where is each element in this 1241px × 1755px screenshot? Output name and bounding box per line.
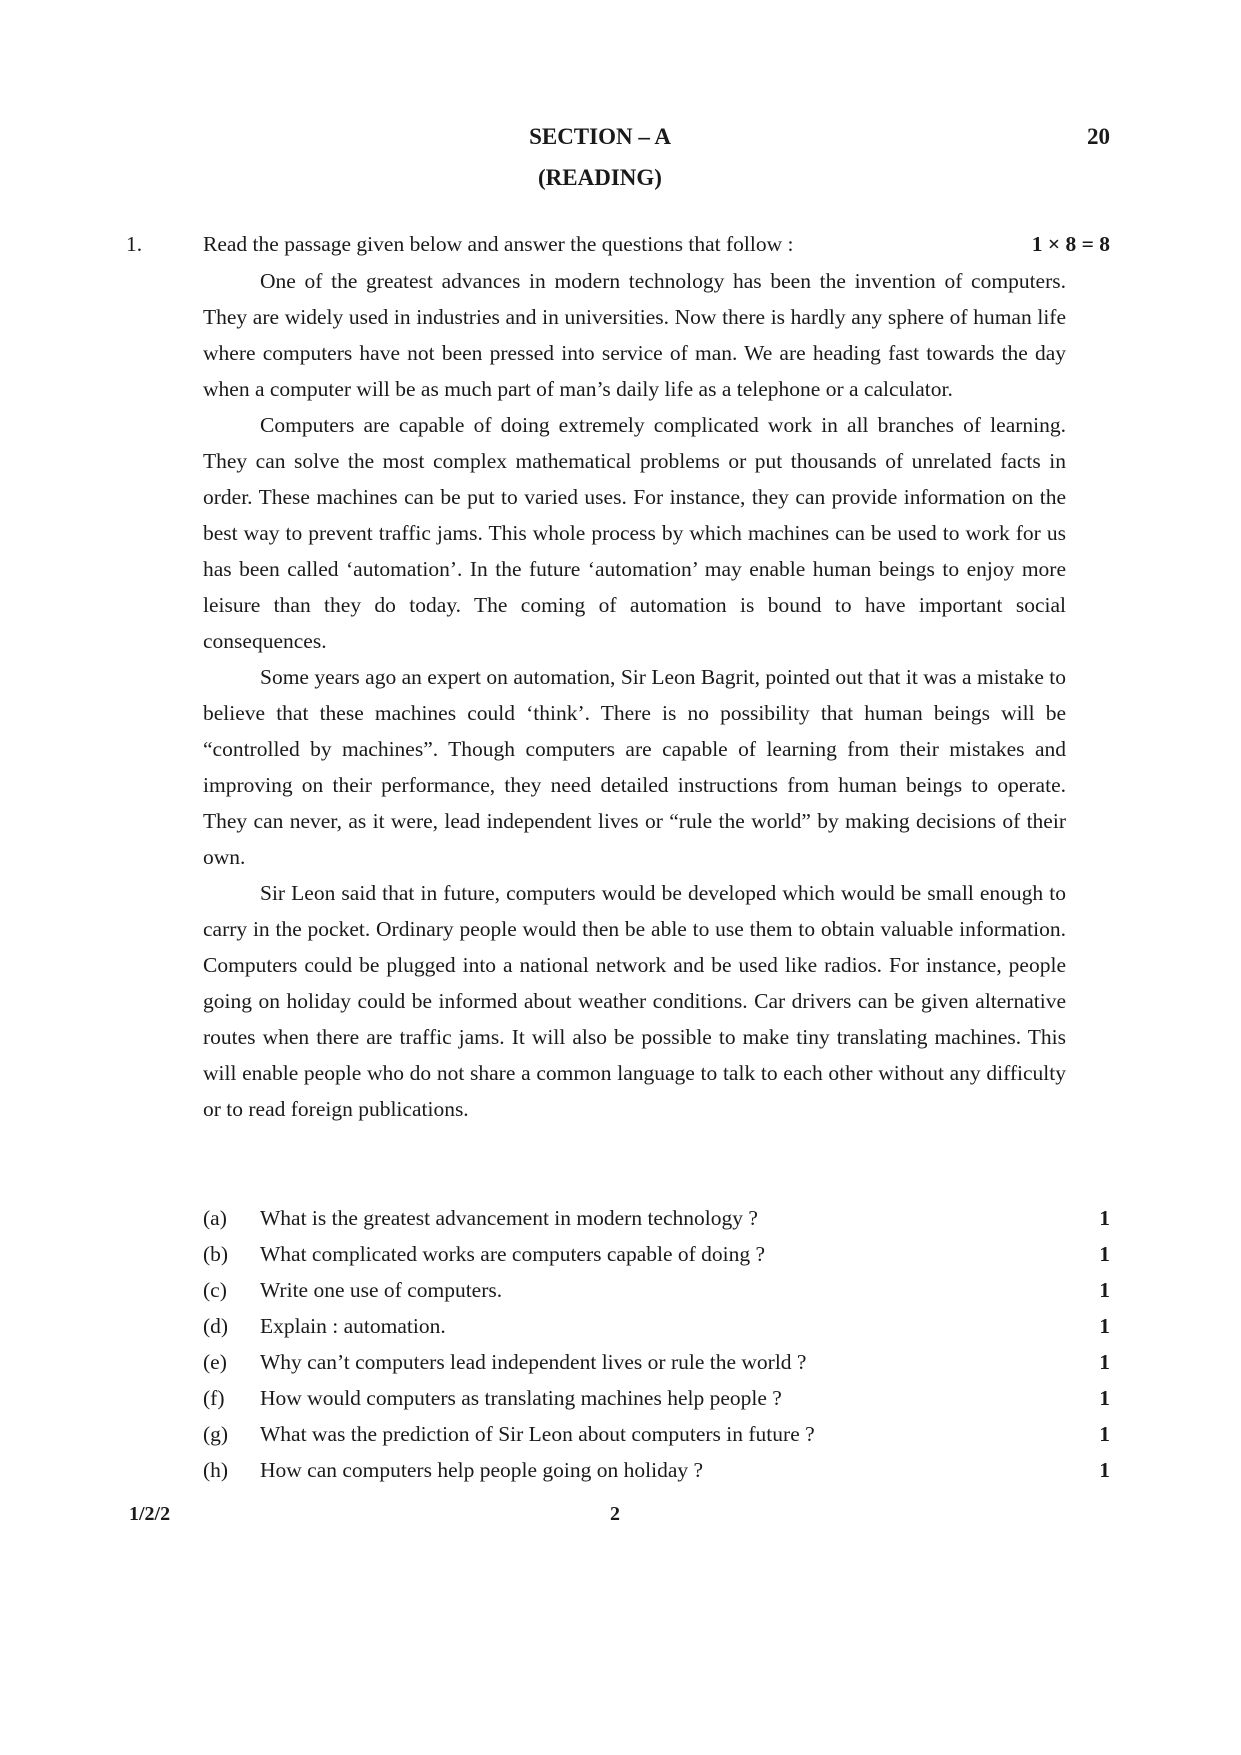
subquestion-marks: 1 xyxy=(1099,1278,1110,1302)
subquestion-text: Why can’t computers lead independent lives or rule the world ? xyxy=(260,1350,807,1374)
subquestion-c xyxy=(203,1272,1110,1308)
subquestion-text: What complicated works are computers capable of doing ? xyxy=(260,1242,766,1266)
subquestion-label: (e) xyxy=(203,1350,227,1374)
question-marks: 1 × 8 = 8 xyxy=(1031,232,1110,256)
subquestion-label: (a) xyxy=(203,1206,227,1230)
section-title: SECTION – A xyxy=(529,124,671,149)
passage-paragraph: Sir Leon said that in future, computers would be developed which would be small enough to carry in the pocket. Ordinary people would then be able to use them to obtain valuable information. Computers could be plugged into a national network and be used like radios. For instance, people going on holiday could be informed about weather conditions. Car drivers can be given alternative routes when there are traffic jams. It will also be possible to make tiny translating machines. This will enable people who do not share a common language to talk to each other without any difficulty or to read foreign publications. xyxy=(203,881,1066,1121)
question-number: 1. xyxy=(126,232,143,256)
subquestion-label: (d) xyxy=(203,1314,229,1338)
subquestion-text: What was the prediction of Sir Leon about computers in future ? xyxy=(260,1422,815,1446)
paper-code: 1/2/2 xyxy=(129,1503,171,1525)
subquestion-b xyxy=(203,1236,1110,1272)
section-marks: 20 xyxy=(1087,124,1110,149)
subquestion-marks: 1 xyxy=(1099,1242,1110,1266)
subquestion-marks: 1 xyxy=(1099,1386,1110,1410)
passage-paragraph: Some years ago an expert on automation, Sir Leon Bagrit, pointed out that it was a mistake to believe that these machines could ‘think’. There is no possibility that human beings will be “controlled by machines”. Though computers are capable of learning from their mistakes and improving on their performance, they need detailed instructions from human beings to operate. They can never, as it were, lead independent lives or “rule the world” by making decisions of their own. xyxy=(203,665,1066,869)
reading-passage xyxy=(203,263,1066,1127)
subquestion-marks: 1 xyxy=(1099,1458,1110,1482)
subquestion-marks: 1 xyxy=(1099,1350,1110,1374)
question-instruction: Read the passage given below and answer the questions that follow : xyxy=(203,232,794,256)
subquestion-marks: 1 xyxy=(1099,1422,1110,1446)
subquestion-e xyxy=(203,1344,1110,1380)
subquestion-list xyxy=(203,1200,1110,1488)
page-number: 2 xyxy=(610,1503,620,1525)
subquestion-label: (h) xyxy=(203,1458,229,1482)
subquestion-marks: 1 xyxy=(1099,1206,1110,1230)
subquestion-a xyxy=(203,1200,1110,1236)
subquestion-g xyxy=(203,1416,1110,1452)
passage-paragraph: One of the greatest advances in modern technology has been the invention of computers. They are widely used in industries and in universities. Now there is hardly any sphere of human life where computers have not been pressed into service of man. We are heading fast towards the day when a computer will be as much part of man’s daily life as a telephone or a calculator. xyxy=(203,269,1066,401)
subquestion-f xyxy=(203,1380,1110,1416)
subquestion-text: How can computers help people going on holiday ? xyxy=(260,1458,704,1482)
subquestion-text: Explain : automation. xyxy=(260,1314,446,1338)
passage-paragraph: Computers are capable of doing extremely complicated work in all branches of learning. They can solve the most complex mathematical problems or put thousands of unrelated facts in order. These machines can be put to varied uses. For instance, they can provide information on the best way to prevent traffic jams. This whole process by which machines can be used to work for us has been called ‘automation’. In the future ‘automation’ may enable human beings to enjoy more leisure than they do today. The coming of automation is bound to have important social consequences. xyxy=(203,413,1066,653)
subquestion-h xyxy=(203,1452,1110,1488)
subquestion-text: Write one use of computers. xyxy=(260,1278,503,1302)
subquestion-text: What is the greatest advancement in modern technology ? xyxy=(260,1206,758,1230)
subquestion-label: (f) xyxy=(203,1386,225,1410)
subquestion-label: (g) xyxy=(203,1422,229,1446)
section-subtitle: (READING) xyxy=(538,165,662,190)
subquestion-d xyxy=(203,1308,1110,1344)
subquestion-marks: 1 xyxy=(1099,1314,1110,1338)
subquestion-label: (b) xyxy=(203,1242,229,1266)
subquestion-text: How would computers as translating machines help people ? xyxy=(260,1386,782,1410)
subquestion-label: (c) xyxy=(203,1278,227,1302)
